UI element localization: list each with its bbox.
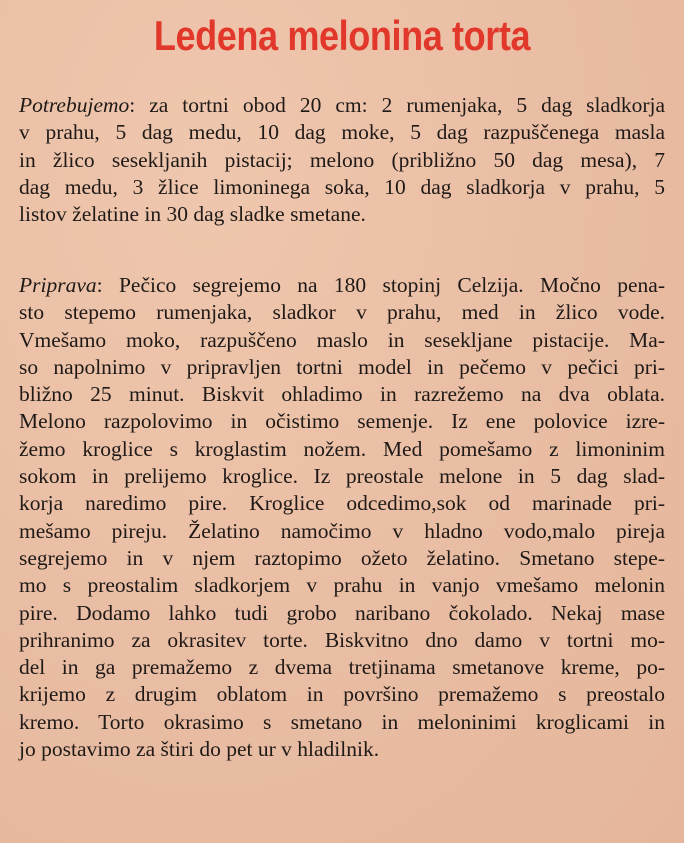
preparation-line-16: krijemo z drugim oblatom in površino premažemo s preostalo bbox=[19, 682, 665, 707]
preparation-line-18: jo postavimo za štiri do pet ur v hladilnik. bbox=[19, 737, 380, 762]
ingredients-paragraph bbox=[19, 92, 665, 228]
ingredients-line-2: v prahu, 5 dag medu, 10 dag moke, 5 dag razpuščenega masla bbox=[19, 120, 665, 145]
preparation-label: Priprava bbox=[19, 273, 97, 297]
preparation-line-8: sokom in prelijemo kroglice. Iz preostale melone in 5 dag slad- bbox=[19, 464, 665, 489]
preparation-line-17: kremo. Torto okrasimo s smetano in meloninimi kroglicami in bbox=[19, 709, 665, 734]
ingredients-line-4: dag medu, 3 žlice limoninega soka, 10 dag sladkorja v prahu, 5 bbox=[19, 174, 665, 199]
preparation-line-6: Melono razpolovimo in očistimo semenje. Iz ene polovice izre- bbox=[19, 409, 665, 434]
preparation-line-5: bližno 25 minut. Biskvit ohladimo in razrežemo na dva oblata. bbox=[19, 382, 665, 407]
ingredients-label: Potrebujemo bbox=[19, 93, 130, 117]
ingredients-line-1: Potrebujemo: za tortni obod 20 cm: 2 rumenjaka, 5 dag sladkorja bbox=[19, 93, 665, 117]
preparation-line-3: Vmešamo moko, razpuščeno maslo in sesekljane pistacije. Ma- bbox=[19, 327, 665, 352]
preparation-line-12: mo s preostalim sladkorjem v prahu in vanjo vmešamo melonin bbox=[19, 573, 665, 598]
preparation-line-13: pire. Dodamo lahko tudi grobo naribano čokolado. Nekaj mase bbox=[19, 600, 665, 625]
preparation-line-9: korja naredimo pire. Kroglice odcedimo,sok od marinade pri- bbox=[19, 491, 665, 516]
ingredients-line-5: listov želatine in 30 dag sladke smetane. bbox=[19, 202, 366, 227]
preparation-line-2: sto stepemo rumenjaka, sladkor v prahu, med in žlico vode. bbox=[19, 300, 665, 325]
preparation-line-4: so napolnimo v pripravljen tortni model in pečemo v pečici pri- bbox=[19, 354, 665, 379]
preparation-line-11: segrejemo in v njem raztopimo ožeto želatino. Smetano stepe- bbox=[19, 545, 665, 570]
preparation-line-14: prihranimo za okrasitev torte. Biskvitno dno damo v tortni mo- bbox=[19, 627, 665, 652]
preparation-line-7: žemo kroglice s kroglastim nožem. Med pomešamo z limoninim bbox=[19, 436, 665, 461]
preparation-paragraph bbox=[19, 272, 665, 763]
preparation-line-15: del in ga premažemo z dvema tretjinama smetanove kreme, po- bbox=[19, 655, 665, 680]
ingredients-line-3: in žlico sesekljanih pistacij; melono (približno 50 dag mesa), 7 bbox=[19, 147, 665, 172]
preparation-line-1: Priprava: Pečico segrejemo na 180 stopinj Celzija. Močno pena- bbox=[19, 273, 665, 297]
preparation-line-10: mešamo pireju. Želatino namočimo v hladno vodo,malo pireja bbox=[19, 518, 665, 543]
recipe-title: Ledena melonina torta bbox=[153, 12, 531, 59]
